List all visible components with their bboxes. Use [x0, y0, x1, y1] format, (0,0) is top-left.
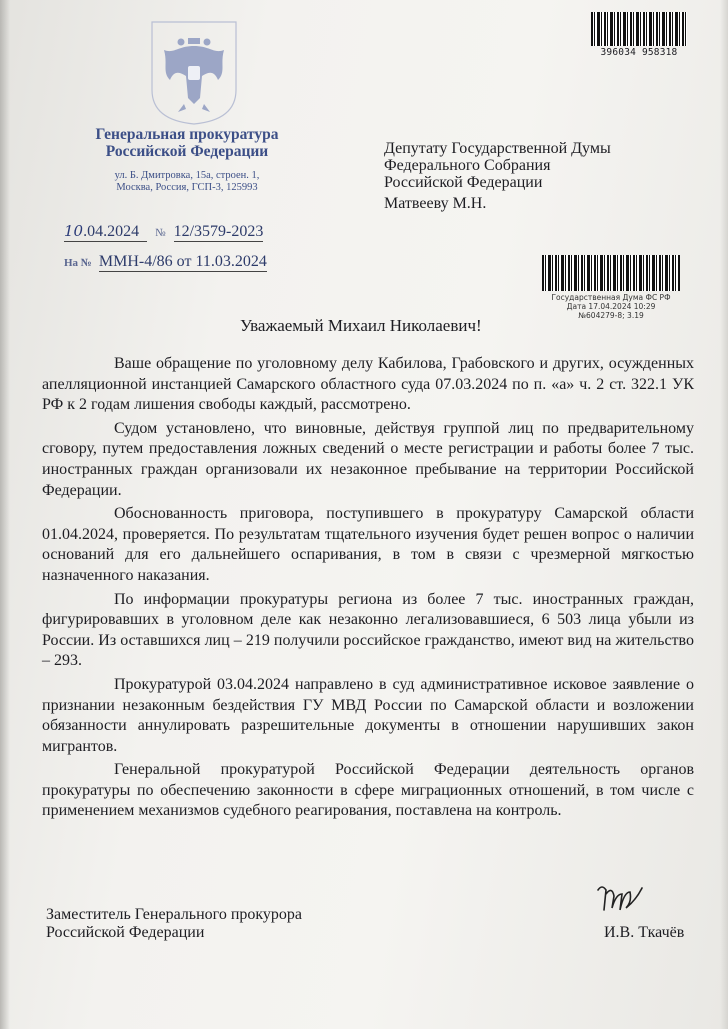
address-line-2: Москва, Россия, ГСП-3, 125993 [116, 182, 258, 193]
outgoing-date-number [64, 222, 263, 242]
signatory-name: И.В. Ткачёв [604, 924, 685, 941]
signature-icon [592, 880, 652, 916]
stamp-line-3: №604279-8; 3.19 [578, 311, 644, 320]
addressee-block [384, 140, 611, 191]
barcode-top-bars [591, 12, 687, 46]
paragraph-3: Обоснованность приговора, поступившего в прокуратуру Самарской области 01.04.2024, проверяется. По результатам тщательного изучения будет решен вопрос о наличии оснований для его дальнейшего оспаривания, в том в связи с чрезмерной мягкостью назначенного наказания. [42, 505, 694, 584]
signatory-title [46, 906, 302, 942]
emblem-icon [148, 20, 240, 126]
signatory-title-line-2: Российской Федерации [46, 924, 205, 941]
paragraph-4: По информации прокуратуры региона из более 7 тыс. иностранных граждан, фигурировавших в уголовном деле как незаконно легализовавшиеся, 6 503 лица убыли из России. Из оставшихся лиц – 219 получили российское гражданство, имеют вид на жительство – 293. [42, 590, 694, 670]
stamp-line-1: Государственная Дума ФС РФ [551, 293, 671, 302]
organization-name [62, 126, 312, 160]
reference-label: На № [64, 257, 92, 269]
org-line-1: Генеральная прокуратура [95, 126, 279, 143]
addressee-line-1: Депутату Государственной Думы [384, 140, 611, 157]
date-handwritten: 10 [64, 222, 84, 240]
page-shadow [0, 0, 10, 1029]
signatory-title-line-1: Заместитель Генерального прокурора [46, 906, 303, 923]
org-line-2: Российской Федерации [105, 143, 269, 160]
registration-barcode [542, 255, 680, 291]
paragraph-5: Прокуратурой 03.04.2024 направлено в суд административное исковое заявление о признании незаконным бездействия ГУ МВД России по Самарской области и возложении обязанности аннулировать разрешительные документы в отношении нарушивших закон мигрантов. [42, 675, 694, 755]
reference-value: ММН-4/86 от 11.03.2024 [98, 253, 267, 270]
paragraph-2: Судом установлено, что виновные, действуя группой лиц по предварительному сговору, путем предоставления ложных сведений о месте регистрации и работы более 7 тыс. иностранных граждан организовали их незаконное пребывание на территории Российской Федерации. [42, 419, 694, 499]
barcode-top [591, 12, 687, 58]
addressee-name: Матвееву М.Н. [384, 195, 487, 212]
addressee-line-3: Российской Федерации [384, 174, 543, 191]
paragraph-1: Ваше обращение по уголовному делу Кабилова, Грабовского и других, осужденных апелляционной инстанцией Самарского областного суда 07.03.2024 по п. «а» ч. 2 ст. 322.1 УК РФ к 2 годам лишения свободы каждый, рассмотрено. [42, 355, 694, 414]
addressee-line-2: Федерального Собрания [384, 157, 551, 174]
address-line-1: ул. Б. Дмитровка, 15а, строен. 1, [114, 170, 260, 181]
barcode-top-number: 396034 958318 [600, 47, 678, 58]
date-rest: .04.2024 [83, 223, 140, 240]
paragraph-6: Генеральной прокуратурой Российской Федерации деятельность органов прокуратуры по обеспечению законности в сфере миграционных отношений, в том числе с применением механизмов судебного реагирования, поставлена на контроль. [42, 761, 694, 820]
salutation: Уважаемый Михаил Николаевич! [240, 316, 482, 335]
page-edge [720, 0, 728, 1029]
letter-body [42, 354, 694, 825]
reference-line [64, 253, 267, 272]
number-label: № [155, 227, 166, 239]
outgoing-number: 12/3579-2023 [173, 223, 264, 240]
organization-address [62, 170, 312, 194]
stamp-line-2: Дата 17.04.2024 10:29 [566, 302, 656, 311]
registration-stamp [536, 255, 686, 320]
